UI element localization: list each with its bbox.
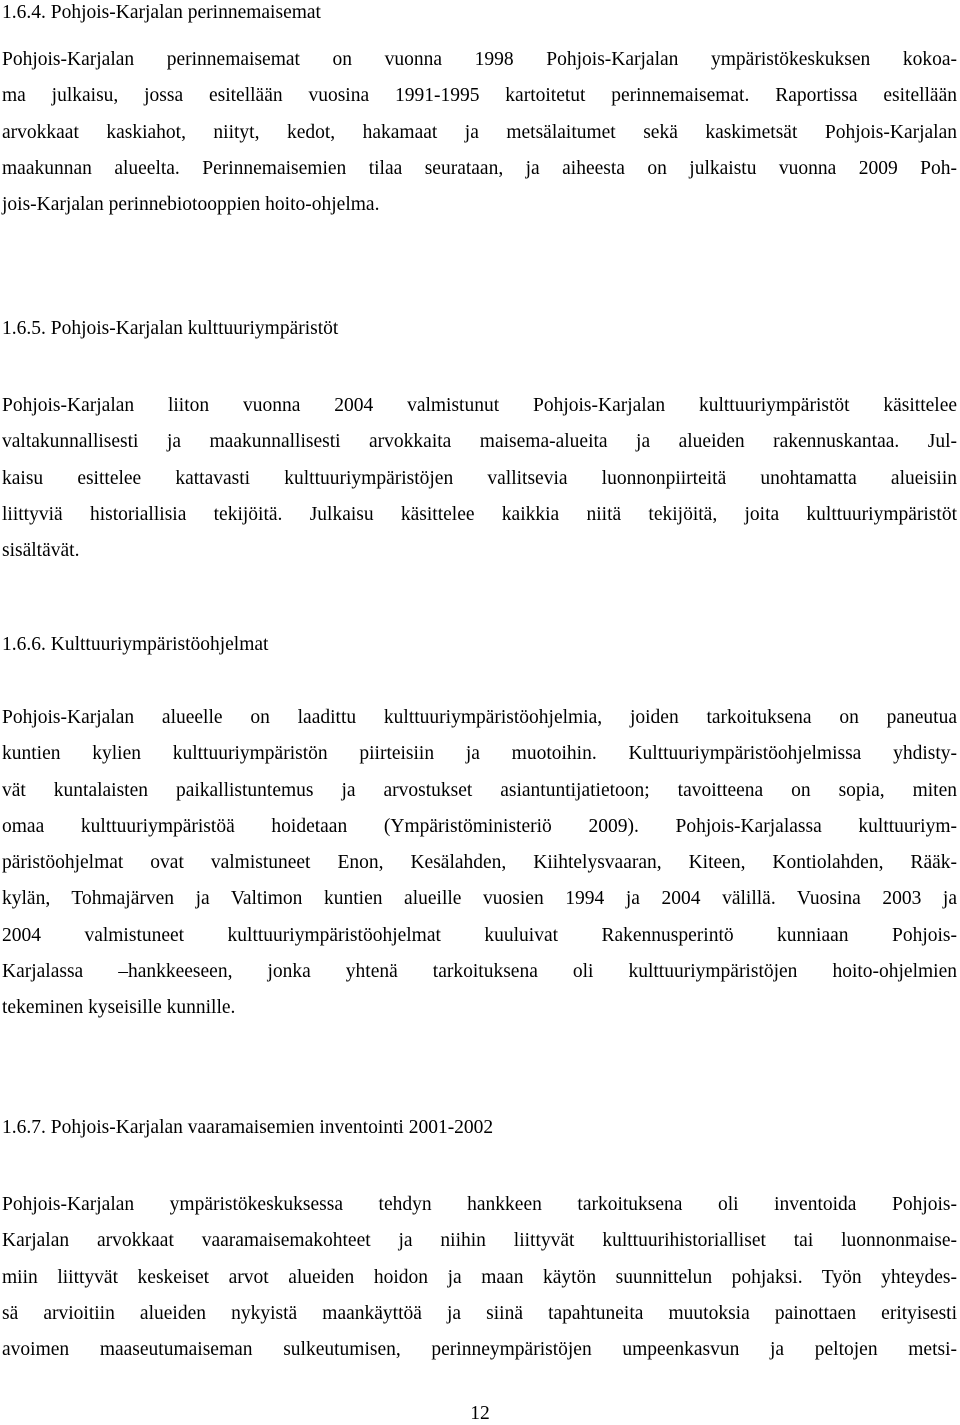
text-line: maakunnan alueelta. Perinnemaisemien tilaa seurataan, ja aiheesta on julkaistu vuonna 2009 Poh-	[2, 157, 957, 179]
text-line: Karjalassa –hankkeeseen, jonka yhtenä tarkoituksena oli kulttuuriympäristöjen hoito-ohjelmien	[2, 961, 957, 983]
text-line: liittyviä historiallisia tekijöitä. Julkaisu käsittelee kaikkia niitä tekijöitä, joita kulttuuriympäristöt	[2, 503, 957, 525]
section-paragraph-1-6-7	[2, 1187, 957, 1368]
text-line: Pohjois-Karjalan liiton vuonna 2004 valmistunut Pohjois-Karjalan kulttuuriympäristöt käsittelee	[2, 395, 957, 416]
text-line: vät kuntalaisten paikallistuntemus ja arvostukset asiantuntijatietoon; tavoitteena on sopia, miten	[2, 779, 957, 801]
text-line: Pohjois-Karjalan ympäristökeskuksessa tehdyn hankkeen tarkoituksena oli inventoida Pohjois-	[2, 1194, 957, 1215]
text-line: sä arvioitiin alueiden nykyistä maankäyttöä ja siinä tapahtuneita muutoksia painottaen erityisesti	[2, 1302, 957, 1324]
text-line: avoimen maaseutumaiseman sulkeutumisen, perinneympäristöjen umpeenkasvun ja peltojen metsi-	[2, 1339, 957, 1361]
section-heading-1-6-4: 1.6.4. Pohjois-Karjalan perinnemaisemat	[2, 2, 321, 23]
text-line: 2004 valmistuneet kulttuuriympäristöohjelmat kuuluivat Rakennusperintö kunniaan Pohjois-	[2, 924, 957, 946]
text-line: Karjalan arvokkaat vaaramaisemakohteet ja niihin liittyvät kulttuurihistorialliset tai luonnonmaise-	[2, 1230, 957, 1252]
text-line: ma julkaisu, jossa esitellään vuosina 1991-1995 kartoitetut perinnemaisemat. Raportissa esitellään	[2, 85, 957, 107]
text-line: tekeminen kyseisille kunnille.	[2, 997, 236, 1019]
text-line: Pohjois-Karjalan alueelle on laadittu kulttuuriympäristöohjelmia, joiden tarkoituksena on paneutua	[2, 707, 957, 728]
text-line: arvokkaat kaskiahot, niityt, kedot, hakamaat ja metsälaitumet sekä kaskimetsät Pohjois-Karjalan	[2, 121, 957, 143]
section-heading-1-6-5: 1.6.5. Pohjois-Karjalan kulttuuriympäristöt	[2, 318, 339, 339]
section-paragraph-1-6-4	[2, 42, 957, 223]
section-heading-1-6-6: 1.6.6. Kulttuuriympäristöohjelmat	[2, 634, 269, 655]
text-line: kylän, Tohmajärven ja Valtimon kuntien alueille vuosien 1994 ja 2004 välillä. Vuosina 2003 ja	[2, 888, 957, 910]
text-line: sisältävät.	[2, 540, 80, 562]
text-line: kuntien kylien kulttuuriympäristön piirteisiin ja muotoihin. Kulttuuriympäristöohjelmissa yhdisty-	[2, 743, 957, 765]
text-line: päristöohjelmat ovat valmistuneet Enon, Kesälahden, Kiihtelysvaaran, Kiteen, Kontiolahden, Rääk-	[2, 852, 957, 874]
text-line: jois-Karjalan perinnebiotooppien hoito-ohjelma.	[2, 194, 380, 216]
text-line: miin liittyvät keskeiset arvot alueiden hoidon ja maan käytön suunnittelun pohjaksi. Työn yhteydes-	[2, 1266, 957, 1288]
section-heading-1-6-7: 1.6.7. Pohjois-Karjalan vaaramaisemien inventointi 2001-2002	[2, 1117, 494, 1138]
section-paragraph-1-6-5	[2, 388, 957, 569]
section-paragraph-1-6-6	[2, 700, 957, 1027]
text-line: Pohjois-Karjalan perinnemaisemat on vuonna 1998 Pohjois-Karjalan ympäristökeskuksen kokoa-	[2, 49, 957, 70]
text-line: valtakunnallisesti ja maakunnallisesti arvokkaita maisema-alueita ja alueiden rakennuskantaa. Jul-	[2, 431, 957, 453]
text-line: kaisu esittelee kattavasti kulttuuriympäristöjen vallitsevia luonnonpiirteitä unohtamatta alueisiin	[2, 467, 957, 489]
text-line: omaa kulttuuriympäristöä hoidetaan (Ympäristöministeriö 2009). Pohjois-Karjalassa kulttuuriym-	[2, 815, 957, 837]
page-number: 12	[470, 1403, 490, 1424]
